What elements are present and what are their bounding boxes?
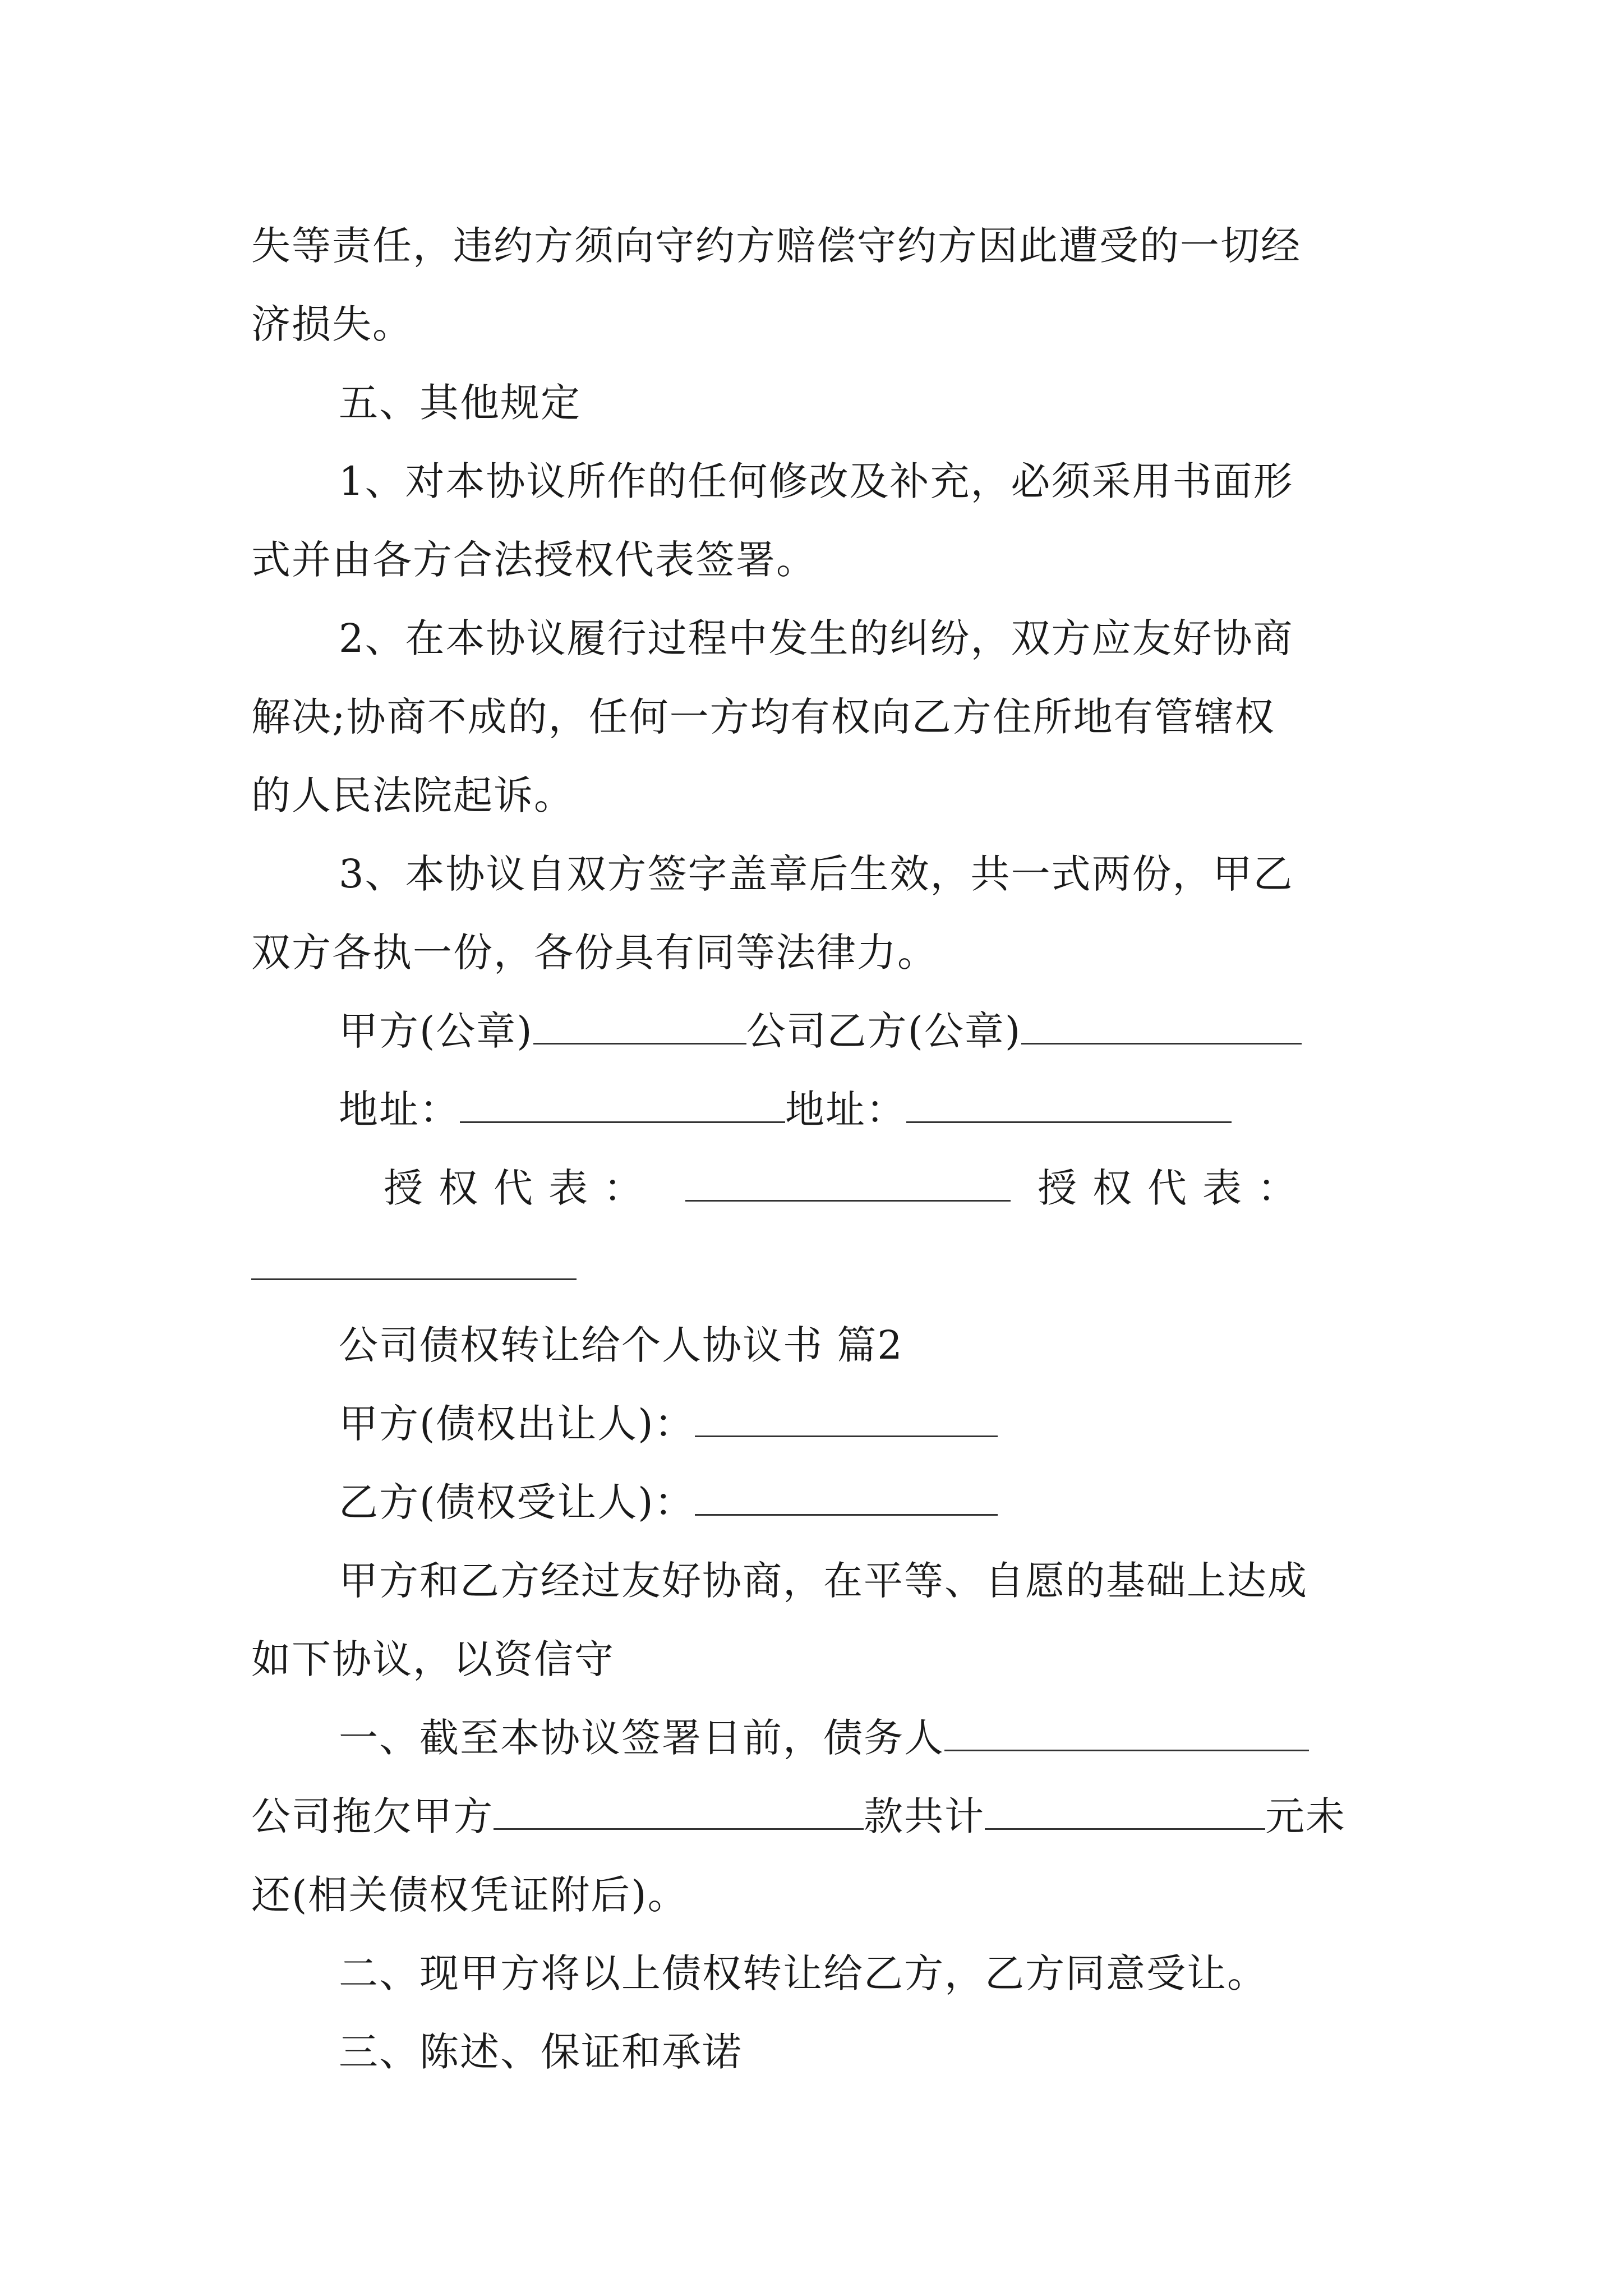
section-heading: 五、其他规定 — [339, 380, 581, 426]
document-body — [251, 206, 1378, 2091]
paragraph-line: 2、在本协议履行过程中发生的纠纷，双方应友好协商 — [339, 615, 1294, 661]
address-blank[interactable] — [460, 1082, 785, 1123]
debt-type-blank[interactable] — [494, 1789, 864, 1830]
party-a-label: 甲方(债权出让人)： — [339, 1401, 695, 1447]
section-heading: 三、陈述、保证和承诺 — [339, 2029, 743, 2075]
paragraph-line: 二、现甲方将以上债权转让给乙方，乙方同意受让。 — [339, 1950, 1267, 1996]
item1-line — [251, 1777, 1378, 1856]
paragraph-line: 的人民法院起诉。 — [251, 772, 574, 818]
paragraph-line: 解决;协商不成的，任何一方均有权向乙方住所地有管辖权 — [251, 694, 1275, 740]
paragraph-line: 双方各执一份，各份具有同等法律力。 — [251, 930, 938, 976]
auth-rep-blank-line — [251, 1227, 1378, 1306]
party-b-seal-blank[interactable] — [1021, 1004, 1302, 1045]
auth-rep-blank[interactable] — [251, 1239, 577, 1280]
party-b-line — [251, 1463, 1378, 1542]
debtor-blank[interactable] — [944, 1710, 1309, 1751]
address-label: 地址： — [339, 1087, 460, 1133]
paragraph-line: 济损失。 — [251, 301, 413, 347]
auth-rep-blank[interactable] — [685, 1161, 1011, 1202]
party-a-blank[interactable] — [695, 1396, 998, 1437]
paragraph-line: 式并由各方合法授权代表签署。 — [251, 537, 817, 583]
item1-text: 一、截至本协议签署日前，债务人 — [339, 1715, 944, 1761]
item1-text: 公司拖欠甲方 — [251, 1793, 494, 1839]
party-b-label: 乙方(债权受让人)： — [339, 1479, 695, 1525]
paragraph-line: 如下协议，以资信守 — [251, 1636, 615, 1682]
party-a-seal-blank[interactable] — [533, 1004, 746, 1045]
item1-line — [251, 1699, 1378, 1777]
amount-blank[interactable] — [985, 1789, 1265, 1830]
paragraph-line: 失等责任，违约方须向守约方赔偿守约方因此遭受的一切经 — [251, 223, 1301, 269]
paragraph-line: 还(相关债权凭证附后)。 — [251, 1872, 688, 1918]
auth-rep-line — [251, 1149, 1378, 1227]
address-line — [251, 1070, 1378, 1149]
party-b-blank[interactable] — [695, 1475, 998, 1516]
paragraph-line: 3、本协议自双方签字盖章后生效，共一式两份，甲乙 — [339, 851, 1294, 897]
address-blank[interactable] — [906, 1082, 1232, 1123]
address-label: 地址： — [785, 1087, 906, 1133]
paragraph-line: 1、对本协议所作的任何修改及补充，必须采用书面形 — [339, 458, 1294, 504]
party-a-line — [251, 1384, 1378, 1463]
item1-text: 款共计 — [864, 1793, 985, 1839]
company-party-b-seal-label: 公司乙方(公章) — [746, 1008, 1022, 1054]
seal-line — [251, 992, 1378, 1070]
paragraph-line: 甲方和乙方经过友好协商，在平等、自愿的基础上达成 — [339, 1558, 1308, 1604]
auth-rep-label: 授权代表： — [1038, 1165, 1312, 1211]
section-title: 公司债权转让给个人协议书 篇2 — [339, 1322, 903, 1368]
item1-text: 元未 — [1265, 1793, 1346, 1839]
party-a-seal-label: 甲方(公章) — [339, 1008, 533, 1054]
auth-rep-label: 授权代表： — [384, 1165, 658, 1211]
